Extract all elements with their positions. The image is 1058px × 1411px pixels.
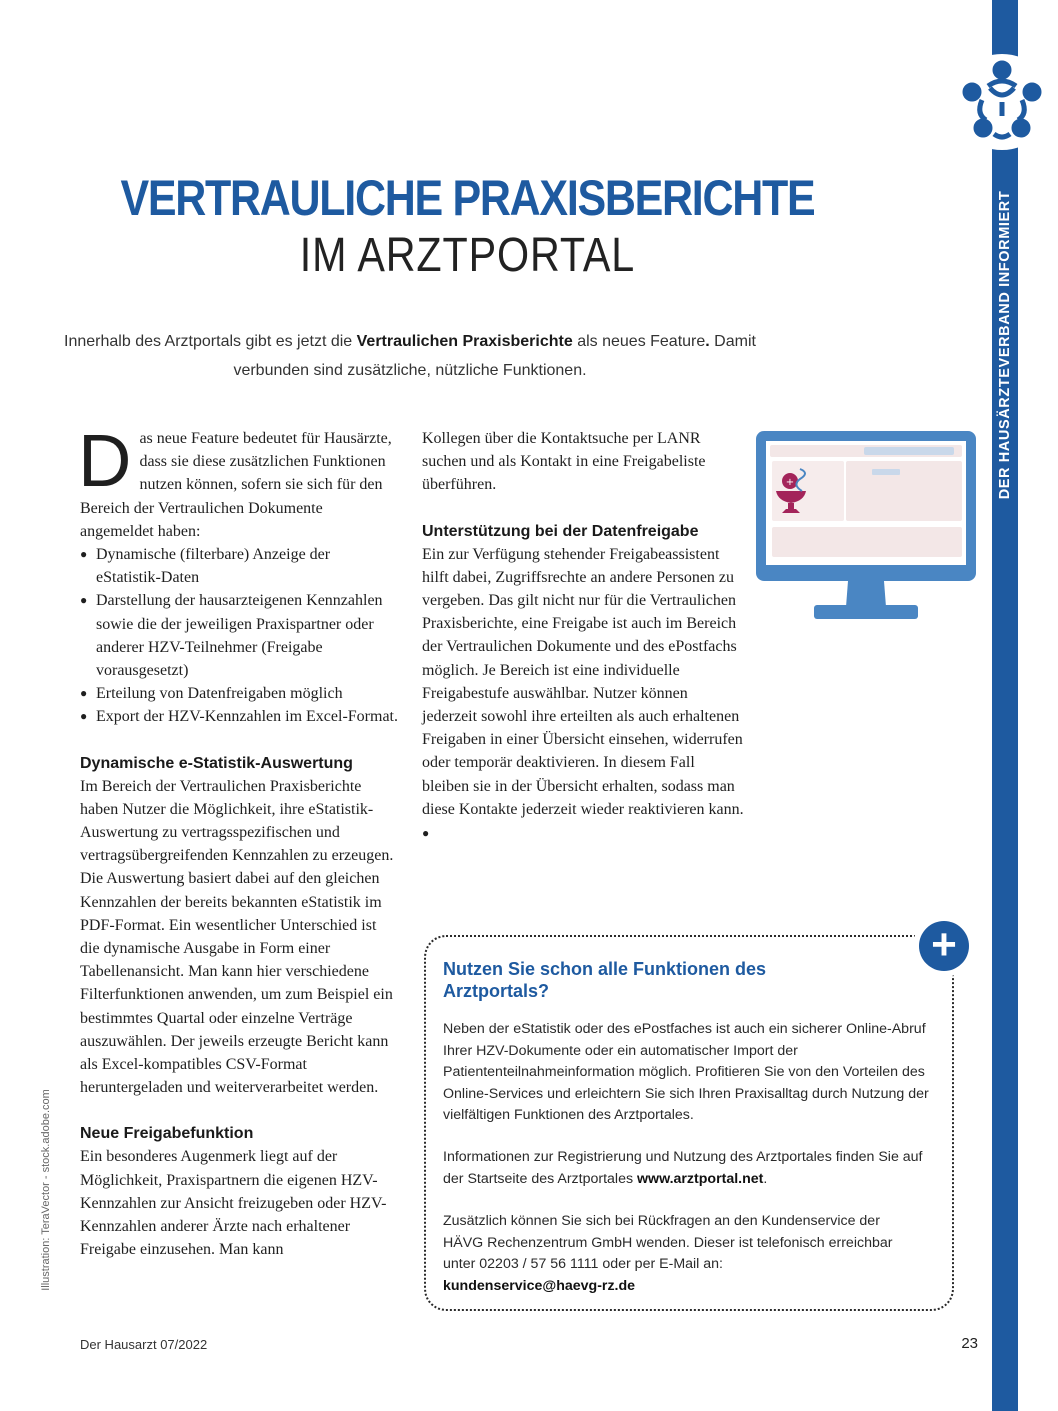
computer-monitor-pharmacy-icon [754, 429, 978, 628]
list-item: ● Darstellung der hausarzteigenen Kennzahlen sowie die der jeweiligen Praxispartner oder anderer HZV-Teilnehmer (Freigabe vorausgesetzt) [80, 589, 398, 682]
footer-issue: Der Hausarzt 07/2022 [80, 1337, 208, 1352]
body-paragraph: Kollegen über die Kontaktsuche per LANR suchen und als Kontakt in eine Freigabeliste überführen. [422, 430, 706, 494]
article-column-1 [78, 419, 398, 1262]
body-paragraph: Im Bereich der Vertraulichen Praxisberichte haben Nutzer die Möglichkeit, ihre eStatistik-Auswertung zu vertragsspezifischen und vertragsübergreifenden Kennzahlen zu erzeugen. Die Auswertung basiert dabei auf den gleichen Kennzahlen der bereits bekannten eStatistik im PDF-Format. Ein wesentlicher Unterschied ist die dynamische Ausgabe in Form einer Tabellenansicht. Man kann hier verschiedene Filterfunktionen anwenden, um zum Beispiel ein bestimmtes Quartal oder einzelne Verträge auszuwählen. Der jeweils erzeugte Bericht kann als Excel-kompatibles CSV-Format heruntergeladen und weiterverarbeitet werden. [80, 777, 394, 1097]
intro-paragraph: Das neue Feature bedeutet für Hausärzte, dass sie diese zusätzlichen Funktionen nutzen können, sofern sie sich für den Bereich der Vertraulichen Dokumente angemeldet haben: [78, 419, 392, 540]
info-paragraph: Zusätzlich können Sie sich bei Rückfragen an den Kundenservice der HÄVG Rechenzentrum GmbH wenden. Dieser ist telefonisch erreichbar unter 02203 / 57 56 1111 oder per E-Mail an: kundenservice@haevg-rz.de [443, 1213, 893, 1294]
illustration-credit: Illustration: TeraVector - stock.adobe.com [40, 1089, 52, 1291]
info-box-title: Nutzen Sie schon alle Funktionen des Arztportals? [443, 959, 767, 1001]
body-paragraph: Ein besonderes Augenmerk liegt auf der Möglichkeit, Praxispartnern die eigenen HZV-Kennzahlen zur Ansicht freizugeben oder HZV-Kennzahlen anderer Ärzte nach erhaltener Freigabe einzusehen. Man kann [80, 1148, 387, 1259]
section-heading: Dynamische e-Statistik-Auswertung [80, 754, 353, 772]
list-item: ● Export der HZV-Kennzahlen im Excel-Format. [80, 705, 398, 728]
info-paragraph: Neben der eStatistik oder des ePostfaches ist auch ein sicherer Online-Abruf Ihrer HZV-Dokumente oder ein automatischer Import der Patiententeilnahmeinformation möglich. Profitieren Sie von den Vorteilen des Online-Services und erleichtern Sie sich Ihren Praxisalltag durch Nutzung der vielfältigen Funktionen des Arztportales. [443, 1021, 929, 1123]
end-mark: ● [422, 826, 430, 841]
email-link[interactable]: kundenservice@haevg-rz.de [443, 1277, 636, 1294]
page-title: VERTRAULICHE PRAXISBERICHTE [120, 170, 815, 226]
svg-text:+: + [785, 477, 795, 488]
feature-list [80, 543, 398, 729]
plus-badge [913, 915, 975, 977]
website-link[interactable]: www.arztportal.net [637, 1170, 764, 1187]
drop-cap: D [78, 419, 132, 502]
info-paragraph: Informationen zur Registrierung und Nutzung des Arztportales finden Sie auf der Startseite des Arztportales www.arztportal.net. [443, 1149, 923, 1187]
list-item: ● Erteilung von Datenfreigaben möglich [80, 682, 398, 705]
people-circle-logo-icon [952, 54, 1052, 150]
body-paragraph: Ein zur Verfügung stehender Freigabeassistent hilft dabei, Zugriffsrechte an andere Personen zu vergeben. Das gilt nicht nur für die Vertraulichen Praxisberichte, eine Freigabe ist auch im Bereich der Vertraulichen Dokumente und des ePostfachs möglich. Je Bereich ist eine individuelle Freigabestufe auswählbar. Nutzer können jederzeit sowohl ihre erteilten als auch erhaltenen Freigaben in einer Übersicht einsehen, widerrufen oder temporär deaktivieren. In diesem Fall bleiben sie in der Übersicht erhalten, sodass man diese Kontakte jederzeit wieder reaktivieren kann. ● [422, 545, 744, 841]
page-subtitle: IM ARZTPORTAL [299, 229, 636, 282]
page-number: 23 [961, 1335, 978, 1352]
section-label: DER HAUSÄRZTEVERBAND INFORMIERT [997, 190, 1013, 500]
section-heading: Neue Freigabefunktion [80, 1125, 254, 1143]
lead-paragraph: Innerhalb des Arztportals gibt es jetzt die Vertraulichen Praxisberichte als neues Feature. Damit verbunden sind zusätzliche, nützliche Funktionen. [64, 333, 756, 379]
plus-icon: + [919, 921, 969, 971]
article-column-2 [422, 427, 744, 845]
section-heading: Unterstützung bei der Datenfreigabe [422, 522, 699, 540]
list-item: ● Dynamische (filterbare) Anzeige der eStatistik-Daten [80, 543, 398, 589]
